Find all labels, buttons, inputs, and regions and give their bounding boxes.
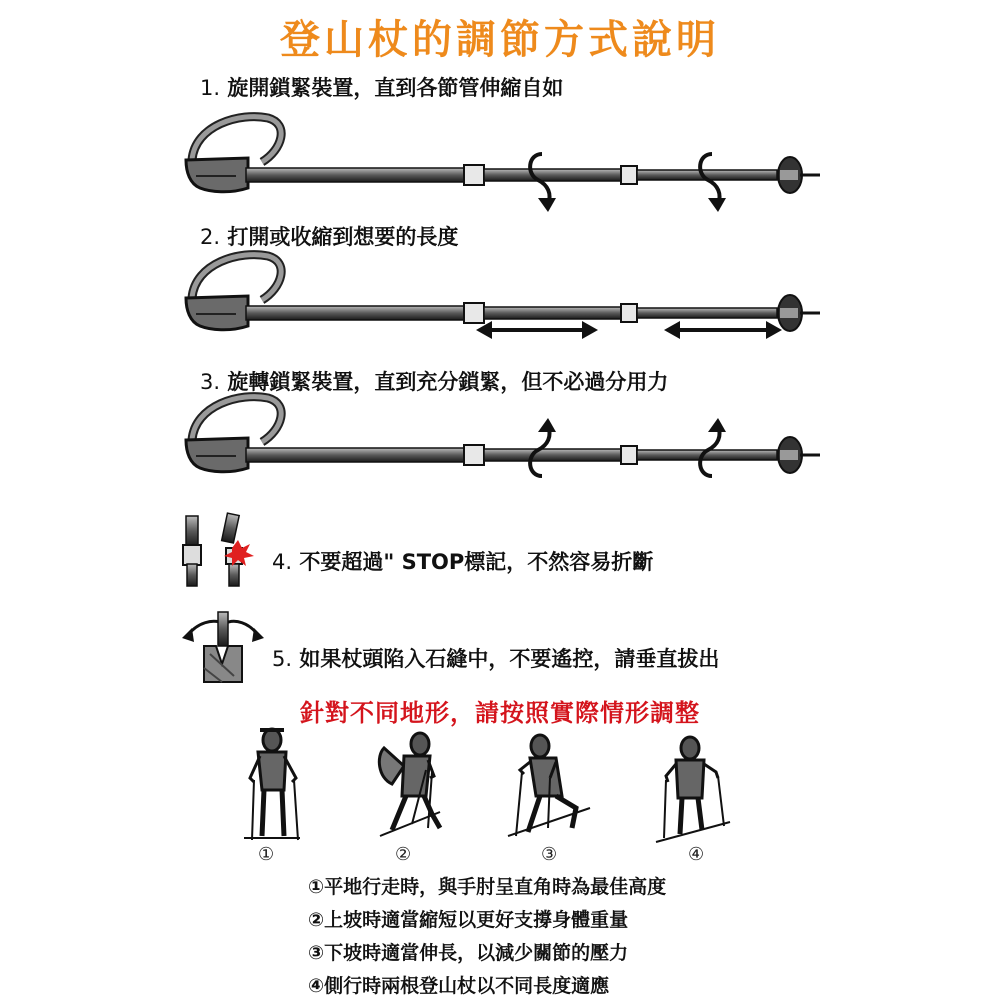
step-3-text: 旋轉鎖緊裝置，直到充分鎖緊，但不必過分用力 (227, 370, 669, 394)
step-2-text: 打開或收縮到想要的長度 (227, 225, 459, 249)
page-title: 登山杖的調節方式說明 (280, 17, 720, 63)
note-3-marker: ③ (308, 942, 325, 964)
rotate-arrow-icon (530, 154, 556, 212)
hiker-uphill-figure (379, 733, 440, 836)
note-2-marker: ② (308, 909, 325, 931)
pole-illustration-3 (186, 397, 820, 476)
step-5-number: 5. (272, 647, 293, 671)
step-5-text: 如果杖頭陷入石縫中，不要遙控，請垂直拔出 (299, 647, 720, 671)
figure-label-2: ② (395, 844, 412, 865)
broken-pole-icon (183, 513, 254, 586)
step-1-number: 1. (200, 76, 221, 100)
rotate-arrow-icon (700, 154, 726, 212)
hiker-flat-figure (244, 729, 300, 840)
hiker-sideslope-figure (656, 737, 730, 842)
hiker-downhill-figure (508, 735, 590, 836)
note-4-text: 側行時兩根登山杖以不同長度適應 (324, 975, 610, 997)
step-1-text: 旋開鎖緊裝置，直到各節管伸縮自如 (227, 76, 564, 100)
figure-label-4: ④ (688, 844, 705, 865)
note-1-marker: ① (308, 876, 325, 898)
pole-illustration-2 (186, 255, 820, 339)
pull-out-icon (182, 612, 264, 682)
note-4-marker: ④ (308, 975, 325, 997)
rotate-arrow-icon (700, 418, 726, 476)
rotate-arrow-icon (530, 418, 556, 476)
figure-label-1: ① (258, 844, 275, 865)
note-3-text: 下坡時適當伸長，以減少關節的壓力 (324, 942, 629, 964)
figure-label-3: ③ (541, 844, 558, 865)
note-1-text: 平地行走時，與手肘呈直角時為最佳高度 (324, 876, 667, 898)
note-2-text: 上坡時適當縮短以更好支撐身體重量 (324, 909, 629, 931)
step-4-number: 4. (272, 550, 293, 574)
step-4-text: 不要超過" STOP標記，不然容易折斷 (299, 550, 654, 574)
double-arrow-icon (476, 321, 598, 339)
double-arrow-icon (664, 321, 782, 339)
step-3-number: 3. (200, 370, 221, 394)
pole-illustration-1 (186, 117, 820, 212)
terrain-heading: 針對不同地形，請按照實際情形調整 (300, 699, 700, 727)
step-2-number: 2. (200, 225, 221, 249)
